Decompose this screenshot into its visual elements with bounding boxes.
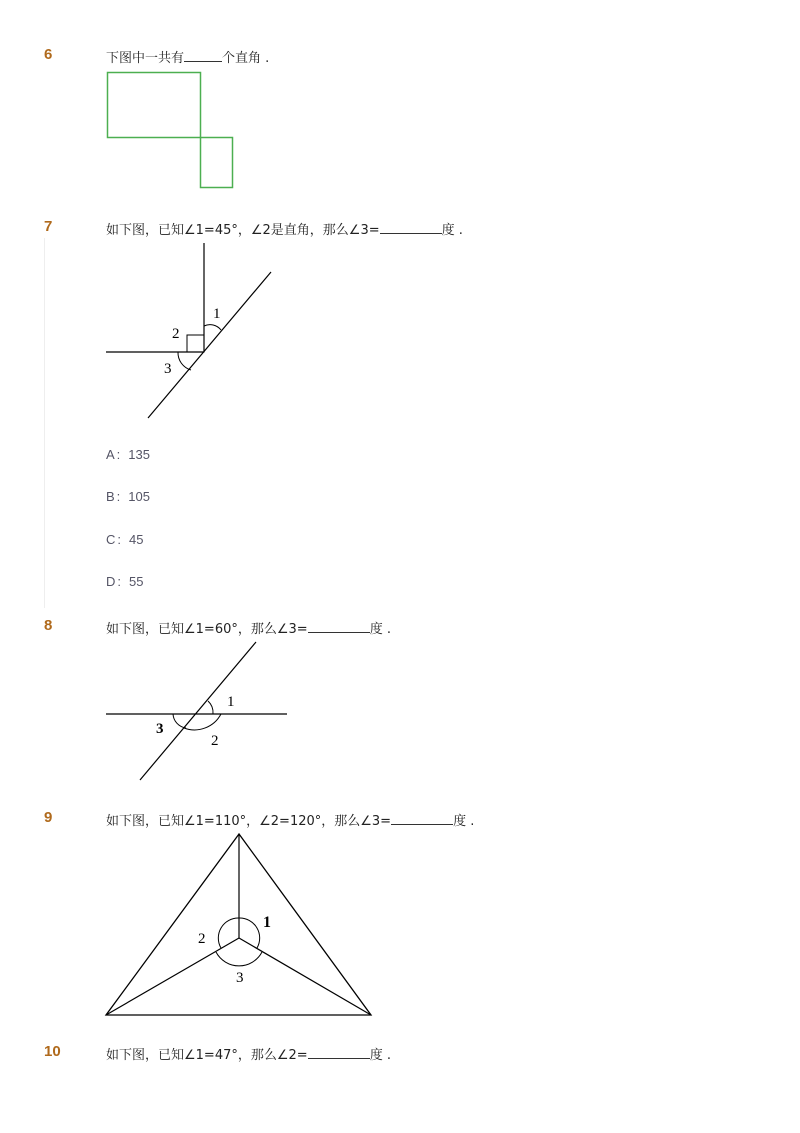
choice-letter: B	[106, 489, 115, 504]
choice-letter: A	[106, 447, 115, 462]
choice-value: 45	[129, 532, 144, 547]
question-number: 9	[44, 809, 53, 826]
angle-2-label: 2	[198, 931, 206, 947]
question-text-before: 如下图，已知∠1=47°，那么∠2=	[106, 1048, 308, 1063]
angle-2-label: 2	[172, 326, 180, 342]
question-text-before: 下图中一共有	[106, 51, 185, 66]
choice-value: 105	[128, 489, 150, 504]
angle-1-label: 1	[213, 306, 221, 322]
question-text-after: 度 .	[441, 223, 463, 238]
question-text	[106, 1044, 391, 1063]
angle-1-label: 1	[227, 694, 235, 710]
choice-letter: D	[106, 574, 116, 589]
choice-separator: :	[116, 489, 121, 504]
question-text-after: 度 .	[453, 814, 475, 829]
angle-3-label: 3	[156, 721, 164, 737]
choice-separator: :	[117, 532, 122, 547]
question-number: 6	[44, 46, 53, 63]
question-text-after: 个直角 .	[222, 51, 270, 66]
question-text-before: 如下图，已知∠1=110°，∠2=120°，那么∠3=	[106, 814, 392, 829]
question-text-after: 度 .	[369, 1048, 391, 1063]
question-number: 8	[44, 617, 53, 634]
angle-3-label: 3	[164, 361, 172, 377]
choice-separator: :	[116, 447, 121, 462]
angle-2-label: 2	[211, 733, 219, 749]
angle-3-label: 3	[236, 970, 244, 986]
answer-blank[interactable]	[308, 1046, 370, 1059]
choice-value: 135	[128, 447, 150, 462]
choice-separator: :	[117, 574, 122, 589]
inner-segment-right	[239, 938, 371, 1015]
choice-value: 55	[129, 574, 144, 589]
question-number: 10	[44, 1043, 61, 1060]
question-text-after: 度 .	[369, 622, 391, 637]
choice-letter: C	[106, 532, 116, 547]
inner-segment-left	[106, 938, 239, 1015]
question-text-before: 如下图，已知∠1=45°，∠2是直角，那么∠3=	[106, 223, 380, 238]
question-number: 7	[44, 218, 53, 235]
angle-3-arc	[216, 952, 262, 966]
question-text-before: 如下图，已知∠1=60°，那么∠3=	[106, 622, 308, 637]
angle-1-label: 1	[263, 914, 271, 931]
